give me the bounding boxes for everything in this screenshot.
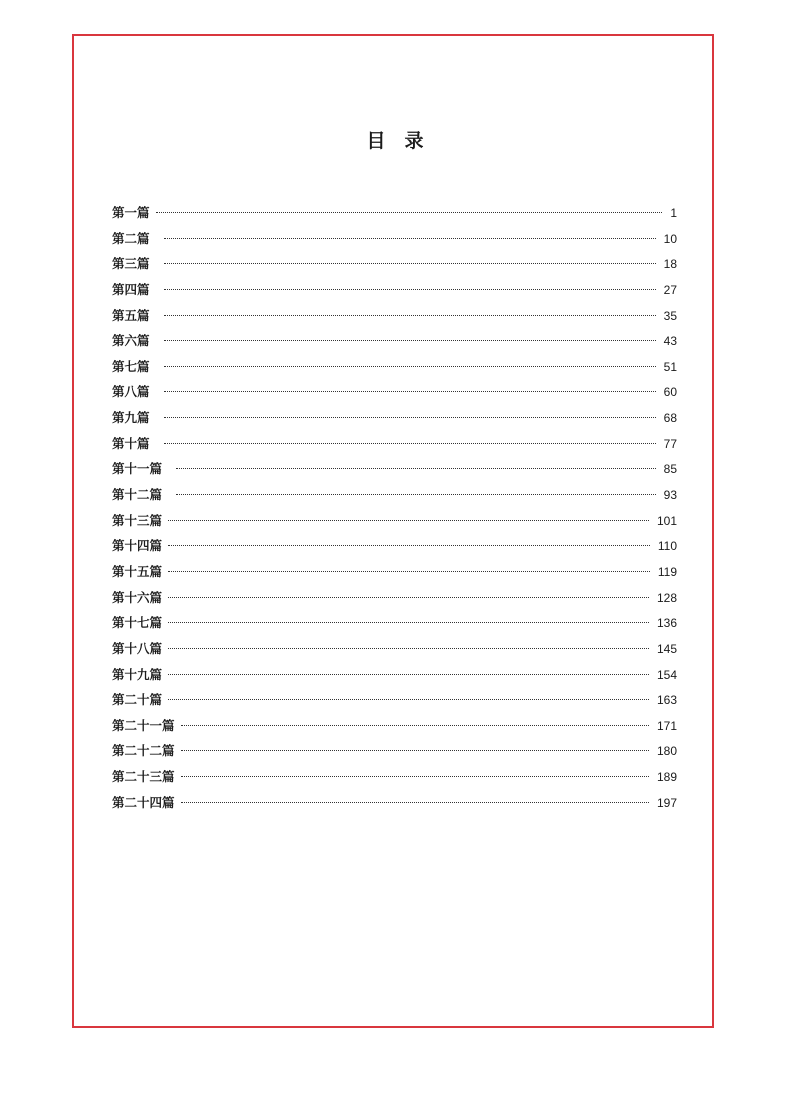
dot-leader: [168, 674, 649, 675]
toc-entry[interactable]: [112, 713, 677, 739]
dot-leader: [168, 571, 650, 572]
dot-leader: [164, 366, 656, 367]
toc-entry-page-number: 128: [656, 590, 677, 605]
toc-entry-label: 第十九篇: [112, 666, 163, 682]
toc-entry-label: 第十三篇: [112, 512, 163, 528]
dot-leader: [164, 391, 656, 392]
dot-leader: [168, 699, 649, 700]
toc-entry[interactable]: [112, 585, 677, 611]
toc-entry-label: 第二十二篇: [112, 743, 175, 759]
toc-entry-page-number: 60: [663, 385, 677, 400]
toc-entry-label: 第十一篇: [112, 461, 163, 477]
dot-leader: [168, 648, 649, 649]
toc-entry-page-number: 197: [656, 795, 677, 810]
toc-entry-page-number: 18: [663, 257, 677, 272]
dot-leader: [164, 315, 656, 316]
table-of-contents: [112, 200, 677, 815]
toc-entry-label: 第二十四篇: [112, 794, 175, 810]
toc-entry[interactable]: [112, 303, 677, 329]
dot-leader: [168, 597, 649, 598]
toc-entry[interactable]: [112, 379, 677, 405]
toc-entry-page-number: 136: [656, 616, 677, 631]
toc-entry[interactable]: [112, 354, 677, 380]
toc-entry-label: 第十五篇: [112, 563, 163, 579]
toc-entry-page-number: 145: [656, 641, 677, 656]
toc-entry-label: 第十二篇: [112, 487, 163, 503]
toc-entry[interactable]: [112, 277, 677, 303]
toc-entry[interactable]: [112, 482, 677, 508]
toc-entry-page-number: 171: [656, 718, 677, 733]
dot-leader: [181, 725, 649, 726]
toc-entry[interactable]: [112, 636, 677, 662]
dot-leader: [168, 545, 650, 546]
toc-entry-label: 第二十篇: [112, 692, 163, 708]
dot-leader: [164, 443, 656, 444]
toc-entry-label: 第二十三篇: [112, 769, 175, 785]
toc-entry-page-number: 77: [663, 436, 677, 451]
toc-entry-page-number: 10: [663, 231, 677, 246]
toc-entry[interactable]: [112, 687, 677, 713]
toc-entry-label: 第九篇: [112, 410, 150, 426]
toc-entry-page-number: 180: [656, 744, 677, 759]
dot-leader: [164, 238, 656, 239]
toc-entry-page-number: 85: [663, 462, 677, 477]
toc-entry[interactable]: [112, 662, 677, 688]
toc-entry-label: 第十八篇: [112, 640, 163, 656]
dot-leader: [181, 802, 649, 803]
toc-entry-label: 第二篇: [112, 230, 150, 246]
page-title: 目 录: [366, 129, 424, 152]
toc-entry[interactable]: [112, 738, 677, 764]
toc-entry-label: 第二十一篇: [112, 717, 175, 733]
toc-entry-page-number: 163: [656, 693, 677, 708]
toc-entry-page-number: 1: [670, 206, 677, 220]
toc-entry-label: 第十六篇: [112, 589, 163, 605]
toc-entry-label: 第六篇: [112, 333, 150, 349]
toc-entry[interactable]: [112, 328, 677, 354]
toc-entry[interactable]: [112, 610, 677, 636]
dot-leader: [181, 776, 649, 777]
dot-leader: [168, 520, 649, 521]
toc-entry[interactable]: [112, 405, 677, 431]
toc-entry[interactable]: [112, 456, 677, 482]
toc-entry[interactable]: [112, 431, 677, 457]
toc-entry-page-number: 93: [663, 488, 677, 503]
toc-entry-label: 第七篇: [112, 358, 150, 374]
toc-entry[interactable]: [112, 200, 677, 226]
toc-entry-page-number: 43: [663, 334, 677, 349]
toc-entry-page-number: 154: [656, 667, 677, 682]
toc-entry-label: 第十四篇: [112, 538, 163, 554]
dot-leader: [164, 263, 656, 264]
toc-entry-label: 第四篇: [112, 281, 150, 297]
toc-entry-label: 第三篇: [112, 256, 150, 272]
toc-entry[interactable]: [112, 790, 677, 816]
dot-leader: [164, 340, 656, 341]
dot-leader: [164, 289, 656, 290]
toc-entry[interactable]: [112, 764, 677, 790]
toc-entry-page-number: 35: [663, 308, 677, 323]
toc-entry[interactable]: [112, 508, 677, 534]
toc-entry[interactable]: [112, 533, 677, 559]
toc-entry-page-number: 189: [656, 770, 677, 785]
dot-leader: [176, 494, 656, 495]
dot-leader: [181, 750, 649, 751]
toc-entry-page-number: 51: [663, 359, 677, 374]
toc-entry-page-number: 68: [663, 411, 677, 426]
toc-entry-label: 第八篇: [112, 384, 150, 400]
toc-entry-label: 第五篇: [112, 307, 150, 323]
toc-entry-page-number: 101: [656, 513, 677, 528]
toc-entry[interactable]: [112, 559, 677, 585]
toc-entry[interactable]: [112, 251, 677, 277]
toc-entry-page-number: 27: [663, 282, 677, 297]
toc-entry-label: 第一篇: [112, 205, 150, 220]
toc-entry-label: 第十七篇: [112, 615, 163, 631]
toc-entry[interactable]: [112, 226, 677, 252]
dot-leader: [176, 468, 656, 469]
toc-entry-page-number: 110: [657, 539, 677, 554]
dot-leader: [156, 212, 663, 213]
toc-entry-label: 第十篇: [112, 435, 150, 451]
dot-leader: [164, 417, 656, 418]
toc-entry-page-number: 119: [657, 564, 677, 579]
dot-leader: [168, 622, 649, 623]
